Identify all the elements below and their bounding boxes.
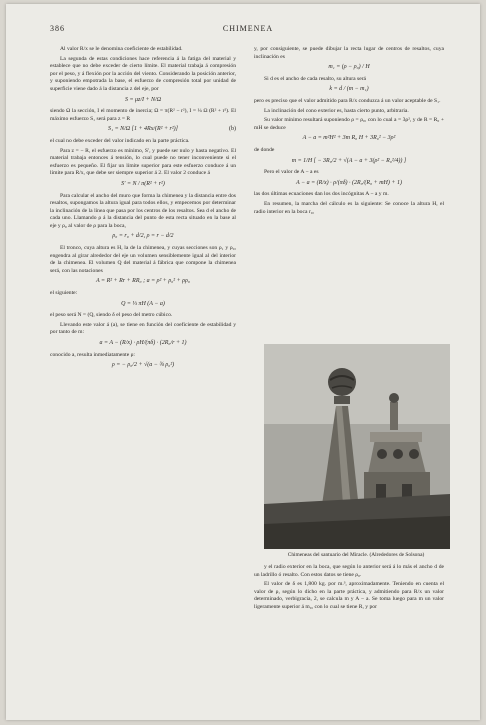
- lower-right-column: [254, 564, 444, 614]
- paragraph: En resumen, la marcha del cálculo es la siguiente: Se conoce la altura H, el radio interior en la boca r₀,: [254, 200, 444, 215]
- equation-sprime: S′ = N / π(R² + r²): [121, 180, 165, 187]
- paragraph: Llevando este valor á (a), se tiene en función del coeficiente de estabilidad y por tanto de m:: [50, 321, 236, 336]
- paragraph: de donde: [254, 146, 275, 153]
- paragraph: Pero el valor de A − a es: [264, 169, 319, 176]
- equation-s: S = μz/I + N/Ω: [124, 96, 162, 103]
- running-title: CHIMENEA: [222, 24, 274, 33]
- paragraph: pero es preciso que el valor admitido para R/x conduzca á un valor aceptable de S₁.: [254, 97, 441, 104]
- equation-rho: ρ₀ = r₀ + d/2, ρ = r − d/2: [112, 233, 174, 240]
- equation-tag: (b): [229, 126, 236, 133]
- paragraph: Su valor mínimo resultará suponiendo ρ = ρ₀, con lo cual a = 3ρ², y de R = R₀ + mH se deduce: [254, 117, 444, 131]
- paragraph: las dos últimas ecuaciones dan los dos incógnitas A − a y m.: [254, 191, 389, 198]
- left-column: [50, 46, 236, 374]
- equation-k: k = d / (m − m₁): [329, 86, 369, 93]
- equation-rho2: ρ = − ρ₀/2 + √(a − ¾ ρ₀²): [111, 362, 175, 369]
- chimney-photo-illustration: [264, 344, 450, 549]
- paragraph: Para calcular el ancho del muro que forma la chimenea y la distancia entre dos resaltos, supongamos la altura igual para todos ellos, y empecemos por determinar la inclinación de la línea que pasa por los centros de los resaltos. Sea d el ancho de cada uno. Llamando ρ á la distancia del punto de esta recta situado en la base al eje y ρ₀ al valor de ρ para la boca,: [50, 192, 236, 229]
- equation-s1: [50, 126, 236, 134]
- paragraph: Si d es el ancho de cada resalto, su altura será: [264, 75, 367, 82]
- equation-m1: m₁ = (ρ − ρ₀) / H: [328, 64, 370, 71]
- figure-caption: Chimeneas del santuario del Miracle. (Alrededores de Solsona): [287, 552, 425, 558]
- equation-s1-body: S₁ = N/Ω [1 + 4Rx/(R² + r²)]: [108, 126, 178, 133]
- paragraph: La inclinación del cono exterior es, hasta cierto punto, arbitraria.: [264, 107, 409, 114]
- paragraph: el siguiente:: [50, 290, 78, 297]
- paragraph: el cual no debe exceder del valor indicado en la parte práctica.: [50, 137, 190, 144]
- paragraph: El valor de δ es 1,800 kg. por m.³, aproximadamente. Teniendo en cuenta el valor de ρ, según lo dicho en la parte práctica, y admitiendo para R/x un valor determinado, verbigracia, 2, se calcula m y A − a. Se toma luego para m un valor ligeramente superior á m₀, con lo cual se tiene R, y por: [254, 581, 444, 610]
- equation-area: A = R² + Rr + RR₀ ; a = ρ² + ρ₀² + ρρ₀: [95, 278, 191, 285]
- paragraph: siendo Ω la sección, I el momento de inercia; Ω = π(R² − r²), I = ¼ Ω (R² + r²). El máximo esfuerzo S₁ será para z = R: [50, 108, 236, 122]
- page-header: [50, 24, 446, 38]
- right-column: [254, 46, 444, 218]
- paragraph: La segunda de estas condiciones hace referencia á la fatiga del material y establece que no debe exceder de cierto límite. El material trabaja á compresión por el peso, y á flexión por la acción del viento. Considerando la posición anterior, y suponiendo empotrada la base, el esfuerzo de compresión total por unidad de superficie viene dado á la distancia z del eje, por: [50, 55, 236, 92]
- paragraph: y, por consiguiente, se puede dibujar la recta lugar de centros de resaltos, cuya inclinación es: [254, 46, 444, 60]
- paragraph: el peso será N = (Q, siendo δ el peso del metro cúbico.: [50, 312, 173, 319]
- equation-a-minus-a: A − a = (R/x) · ρ/(πδ) · (2R₀/(R₀ + mH) + 1): [296, 179, 402, 186]
- paragraph: y el radio exterior en la boca, que según lo anterior será á lo más el ancho d de un ladrillo ó resalto. Con estos datos se tiene ρ₀.: [254, 564, 444, 578]
- equation-q: Q = ⅓ πH (A − a): [121, 300, 165, 307]
- paragraph: El tronco, cuya altura es H, la de la chimenea, y cuyas secciones son ρ₁ y ρ₀, engendra al girar alrededor del eje un volumen sensiblemente igual al del interior de la chimenea. El volumen Q del material á fábrica que compone la chimenea será, con las notaciones: [50, 245, 236, 274]
- paragraph: conocido a, resulta inmediatamente ρ:: [50, 351, 135, 358]
- chimney-photo: [264, 344, 450, 549]
- equation-m: m = 1/H [ − 3R₀/2 + √(A − a + 3(ρ² − R₀²/4)) ]: [291, 157, 407, 164]
- paragraph: Al valor R/x se le denomina coeficiente de estabilidad.: [60, 46, 183, 52]
- paragraph: Para z = − R, el esfuerzo es mínimo, S′, y puede ser nulo y hasta negativo. El material trabaja entonces á tensión, lo cual puede no tener inconveniente si el esfuerzo es pequeño. El fijar un límite superior para este esfuerzo conduce á un límite para R/x, que debe ser siempre superior á 2. El valor 2 conduce á: [50, 147, 236, 177]
- page: [6, 4, 480, 720]
- page-number: 386: [50, 24, 65, 33]
- equation-a: a = A − (R/x) · ρH/(πδ) · (2R₀/r + 1): [99, 340, 187, 346]
- equation-aa: A − a = m²H² + 3m R₀ H + 3R₀² − 3ρ²: [302, 135, 396, 142]
